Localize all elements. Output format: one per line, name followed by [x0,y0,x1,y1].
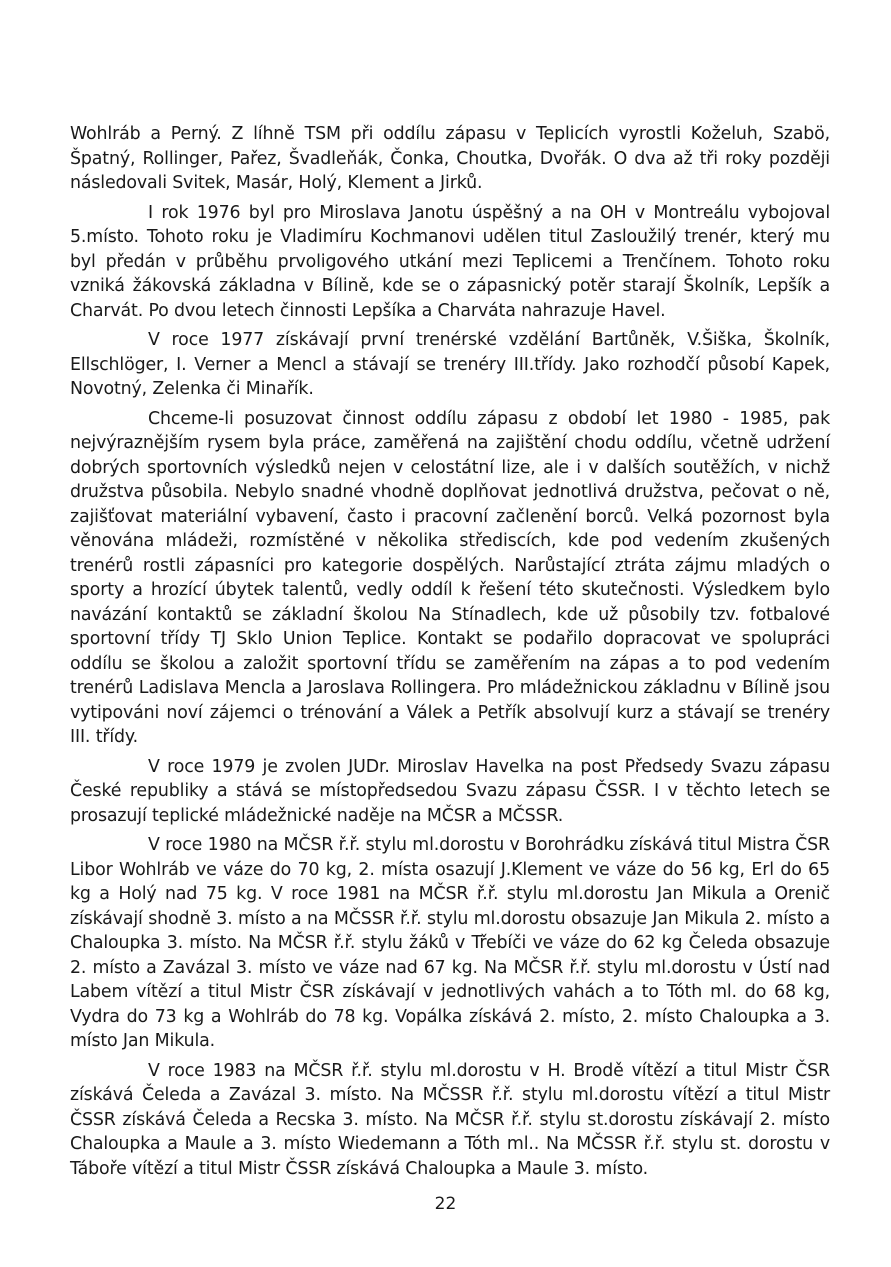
document-body [70,122,830,1186]
page-number: 22 [434,1194,457,1214]
paragraph: V roce 1979 je zvolen JUDr. Miroslav Havelka na post Předsedy Svazu zápasu České republiky a stává se místopředsedou Svazu zápasu ČSSR. I v těchto letech se prosazují teplické mládežnické naděje na MČSR a MČSSR. [70,756,830,826]
paragraph: I rok 1976 byl pro Miroslava Janotu úspěšný a na OH v Montreálu vybojoval 5.místo. Tohoto roku je Vladimíru Kochmanovi udělen titul Zasloužilý trenér, který mu byl předán v průběhu prvoligového utkání mezi Teplicemi a Trenčínem. Tohoto roku vzniká žákovská základna v Bílině, kde se o zápasnický potěr starají Školník, Lepšík a Charvát. Po dvou letech činnosti Lepšíka a Charváta nahrazuje Havel. [70,202,830,321]
paragraph: V roce 1980 na MČSR ř.ř. stylu ml.dorostu v Borohrádku získává titul Mistra ČSR Libor Wohlráb ve váze do 70 kg, 2. místa osazují J.Klement ve váze do 56 kg, Erl do 65 kg a Holý nad 75 kg. V roce 1981 na MČSR ř.ř. stylu ml.dorostu Jan Mikula a Orenič získávají shodně 3. místo a na MČSSR ř.ř. stylu ml.dorostu obsazuje Jan Mikula 2. místo a Chaloupka 3. místo. Na MČSR ř.ř. stylu žáků v Třebíči ve váze do 62 kg Čeleda obsazuje 2. místo a Zavázal 3. místo ve váze nad 67 kg. Na MČSR ř.ř. stylu ml.dorostu v Ústí nad Labem vítězí a titul Mistr ČSR získávají v jednotlivých vahách a to Tóth ml. do 68 kg, Vydra do 73 kg a Wohlráb do 78 kg. Vopálka získává 2. místo, 2. místo Chaloupka a 3. místo Jan Mikula. [70,835,830,1051]
paragraph: V roce 1977 získávají první trenérské vzdělání Bartůněk, V.Šiška, Školník, Ellschlöger, I. Verner a Mencl a stávají se trenéry III.třídy. Jako rozhodčí působí Kapek, Novotný, Zelenka či Minařík. [70,330,830,399]
paragraph: Chceme-li posuzovat činnost oddílu zápasu z období let 1980 - 1985, pak nejvýraznějším rysem byla práce, zaměřená na zajištění chodu oddílu, včetně udržení dobrých sportovních výsledků nejen v celostátní lize, ale i v dalších soutěžích, v nichž družstva působila. Nebylo snadné vhodně doplňovat jednotlivá družstva, pečovat o ně, zajišťovat materiální vybavení, často i pracovní začlenění borců. Velká pozornost byla věnována mládeži, rozmístěné v několika střediscích, kde pod vedením zkušených trenérů rostli zápasníci pro kategorie dospělých. Narůstající ztráta zájmu mladých o sporty a hrozící úbytek talentů, vedly oddíl k řešení této skutečnosti. Výsledkem bylo navázání kontaktů se základní školou Na Stínadlech, kde už působily tzv. fotbalové sportovní třídy TJ Sklo Union Teplice. Kontakt se podařilo dopracovat ve spolupráci oddílu se školou a založit sportovní třídu se zaměřením na zápas a to pod vedením trenérů Ladislava Mencla a Jaroslava Rollingera. Pro mládežnickou základnu v Bílině jsou vytipováni noví zájemci o trénování a Válek a Petřík absolvují kurz a stávají se trenéry III. třídy. [70,408,830,747]
paragraph: Wohlráb a Perný. Z líhně TSM při oddílu zápasu v Teplicích vyrostli Koželuh, Szabö, Špatný, Rollinger, Pařez, Švadleňák, Čonka, Choutka, Dvořák. O dva až tři roky později následovali Svitek, Masár, Holý, Klement a Jirků. [70,124,830,193]
paragraph: V roce 1983 na MČSR ř.ř. stylu ml.dorostu v H. Brodě vítězí a titul Mistr ČSR získává Čeleda a Zavázal 3. místo. Na MČSSR ř.ř. stylu ml.dorostu vítězí a titul Mistr ČSSR získává Čeleda a Recska 3. místo. Na MČSR ř.ř. stylu st.dorostu získávají 2. místo Chaloupka a Maule a 3. místo Wiedemann a Tóth ml.. Na MČSSR ř.ř. stylu st. dorostu v Táboře vítězí a titul Mistr ČSSR získává Chaloupka a Maule 3. místo. [70,1060,830,1179]
